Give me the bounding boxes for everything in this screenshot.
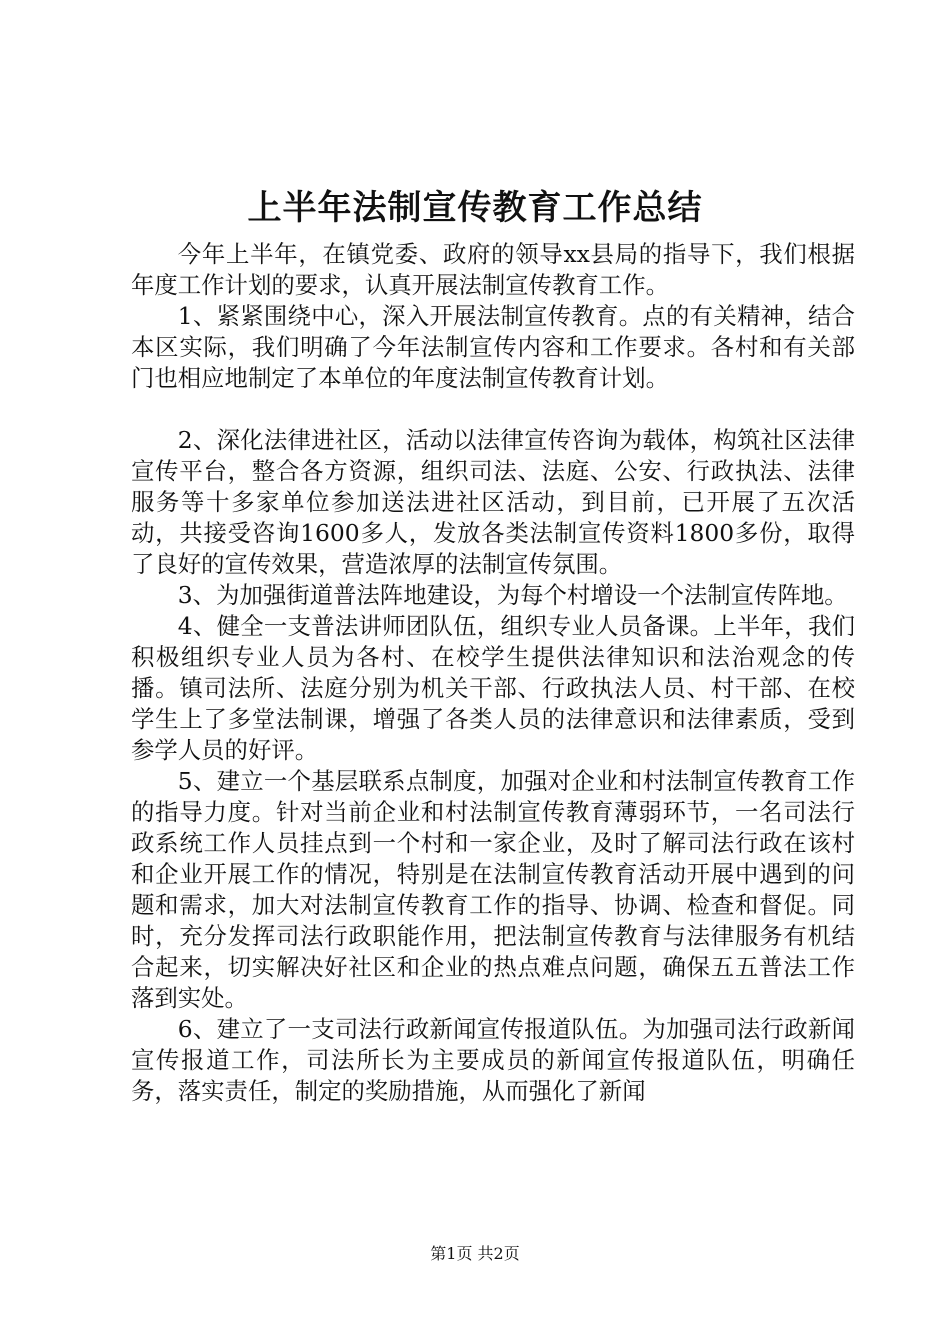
document-body bbox=[131, 239, 855, 1107]
paragraph-item-5: 5、建立一个基层联系点制度，加强对企业和村法制宣传教育工作的指导力度。针对当前企业和村法制宣传教育薄弱环节，一名司法行政系统工作人员挂点到一个村和一家企业，及时了解司法行政在该村和企业开展工作的情况，特别是在法制宣传教育活动开展中遇到的问题和需求，加大对法制宣传教育工作的指导、协调、检查和督促。同时，充分发挥司法行政职能作用，把法制宣传教育与法律服务有机结合起来，切实解决好社区和企业的热点难点问题，确保五五普法工作落到实处。 bbox=[131, 767, 855, 1012]
paragraph-item-2: 2、深化法律进社区，活动以法律宣传咨询为载体，构筑社区法律宣传平台，整合各方资源，组织司法、法庭、公安、行政执法、法律服务等十多家单位参加送法进社区活动，到目前，已开展了五次活动，共接受咨询1600多人，发放各类法制宣传资料1800多份，取得了良好的宣传效果，营造浓厚的法制宣传氛围。 bbox=[131, 426, 855, 578]
paragraph-item-3: 3、为加强街道普法阵地建设，为每个村增设一个法制宣传阵地。 bbox=[177, 581, 848, 609]
page-number-footer: 第1页 共2页 bbox=[430, 1244, 520, 1263]
paragraph-item-1: 1、紧紧围绕中心，深入开展法制宣传教育。点的有关精神，结合本区实际，我们明确了今年法制宣传内容和工作要求。各村和有关部门也相应地制定了本单位的年度法制宣传教育计划。 bbox=[131, 302, 855, 392]
paragraph-item-4: 4、健全一支普法讲师团队伍，组织专业人员备课。上半年，我们积极组织专业人员为各村、在校学生提供法律知识和法治观念的传播。镇司法所、法庭分别为机关干部、行政执法人员、村干部、在校学生上了多堂法制课，增强了各类人员的法律意识和法律素质，受到参学人员的好评。 bbox=[131, 612, 855, 764]
paragraph-item-6: 6、建立了一支司法行政新闻宣传报道队伍。为加强司法行政新闻宣传报道工作，司法所长为主要成员的新闻宣传报道队伍，明确任务，落实责任，制定的奖励措施，从而强化了新闻 bbox=[131, 1015, 855, 1105]
paragraph-intro: 今年上半年，在镇党委、政府的领导xx县局的指导下，我们根据年度工作计划的要求，认真开展法制宣传教育工作。 bbox=[131, 240, 855, 299]
document-title: 上半年法制宣传教育工作总结 bbox=[247, 188, 703, 228]
